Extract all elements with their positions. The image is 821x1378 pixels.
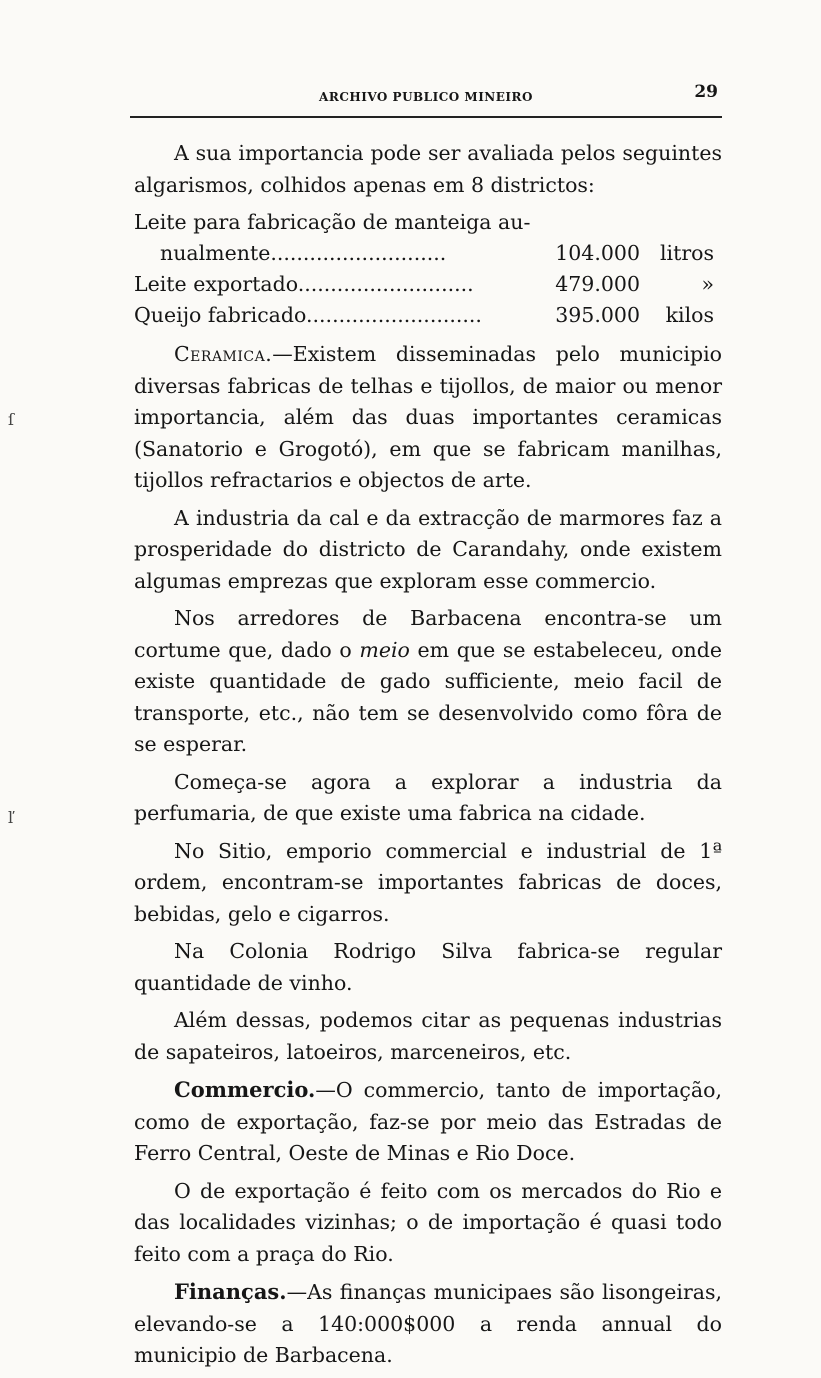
alem-paragraph: Além dessas, podemos citar as pequenas industrias de sapateiros, latoeiros, marceneiros, etc. xyxy=(134,1008,722,1064)
section-label: Commercio. xyxy=(174,1077,316,1102)
page-body xyxy=(134,138,722,1378)
table-row xyxy=(134,269,722,300)
paragraph-text: —As finanças municipaes são lisongeiras, elevando-se a 140:000$000 a renda annual do municipio de Barbacena. xyxy=(134,1280,722,1367)
colonia-paragraph: Na Colonia Rodrigo Silva fabrica-se regular quantidade de vinho. xyxy=(134,939,722,995)
table-unit: litros xyxy=(659,240,714,265)
table-value: 395.000 xyxy=(555,302,640,327)
running-title: ARCHIVO PUBLICO MINEIRO xyxy=(319,90,533,104)
paragraph-text: —O commercio, tanto de importação, como de exportação, faz-se por meio das Estradas de Ferro Central, Oeste de Minas e Rio Doce. xyxy=(134,1078,722,1165)
table-row xyxy=(134,300,722,331)
ceramica-paragraph xyxy=(134,339,722,497)
perfumaria-paragraph: Começa-se agora a explorar a industria da perfumaria, de que existe uma fabrica na cidade. xyxy=(134,769,722,825)
page-header xyxy=(130,80,722,118)
table-unit: » xyxy=(701,271,714,296)
section-label: Finanças. xyxy=(174,1279,287,1304)
paragraph-text: em que se estabeleceu, onde existe quantidade de gado sufficiente, meio facil de transporte, etc., não tem se desenvolvido como fôra de se esperar. xyxy=(134,637,722,756)
sitio-paragraph: No Sitio, emporio commercial e industrial de 1ª ordem, encontram-se importantes fabricas de doces, bebidas, gelo e cigarros. xyxy=(134,838,722,926)
paragraph-text: Nos arredores de Barbacena encontra-se um cortume que, dado o xyxy=(134,606,722,662)
margin-mark: ſ xyxy=(8,410,14,429)
exportacao-paragraph: O de exportação é feito com os mercados do Rio e das localidades vizinhas; o de importação é quasi todo feito com a praça do Rio. xyxy=(134,1178,722,1266)
page-number: 29 xyxy=(694,82,718,102)
production-table xyxy=(134,207,722,331)
table-item: Leite exportado........................... xyxy=(134,272,474,296)
cal-paragraph: A industria da cal e da extracção de marmores faz a prosperidade do districto de Carandahy, onde existem algumas emprezas que exploram esse commercio. xyxy=(134,505,722,593)
table-unit: kilos xyxy=(665,302,714,327)
table-value: 104.000 xyxy=(555,240,640,265)
italic-word: meio xyxy=(359,637,410,662)
table-row xyxy=(134,207,722,269)
margin-mark: ľ xyxy=(8,808,14,827)
paragraph-text: —Existem disseminadas pelo municipio diversas fabricas de telhas e tijollos, de maior ou menor importancia, além das duas importantes ceramicas (Sanatorio e Grogotó), em que se fabricam manilhas, tijollos refractarios e objectos de arte. xyxy=(134,342,722,492)
table-item: Leite para fabricação de manteiga au- xyxy=(134,210,531,234)
section-label: Ceramica. xyxy=(174,342,273,366)
intro-paragraph: A sua importancia pode ser avaliada pelos seguintes algarismos, colhidos apenas em 8 districtos: xyxy=(134,141,722,197)
table-item-continuation: nualmente........................... xyxy=(160,241,447,265)
financas-paragraph xyxy=(134,1276,722,1372)
cortume-paragraph xyxy=(134,603,722,761)
table-item: Queijo fabricado........................... xyxy=(134,303,482,327)
commercio-paragraph xyxy=(134,1074,722,1170)
table-value: 479.000 xyxy=(555,271,640,296)
